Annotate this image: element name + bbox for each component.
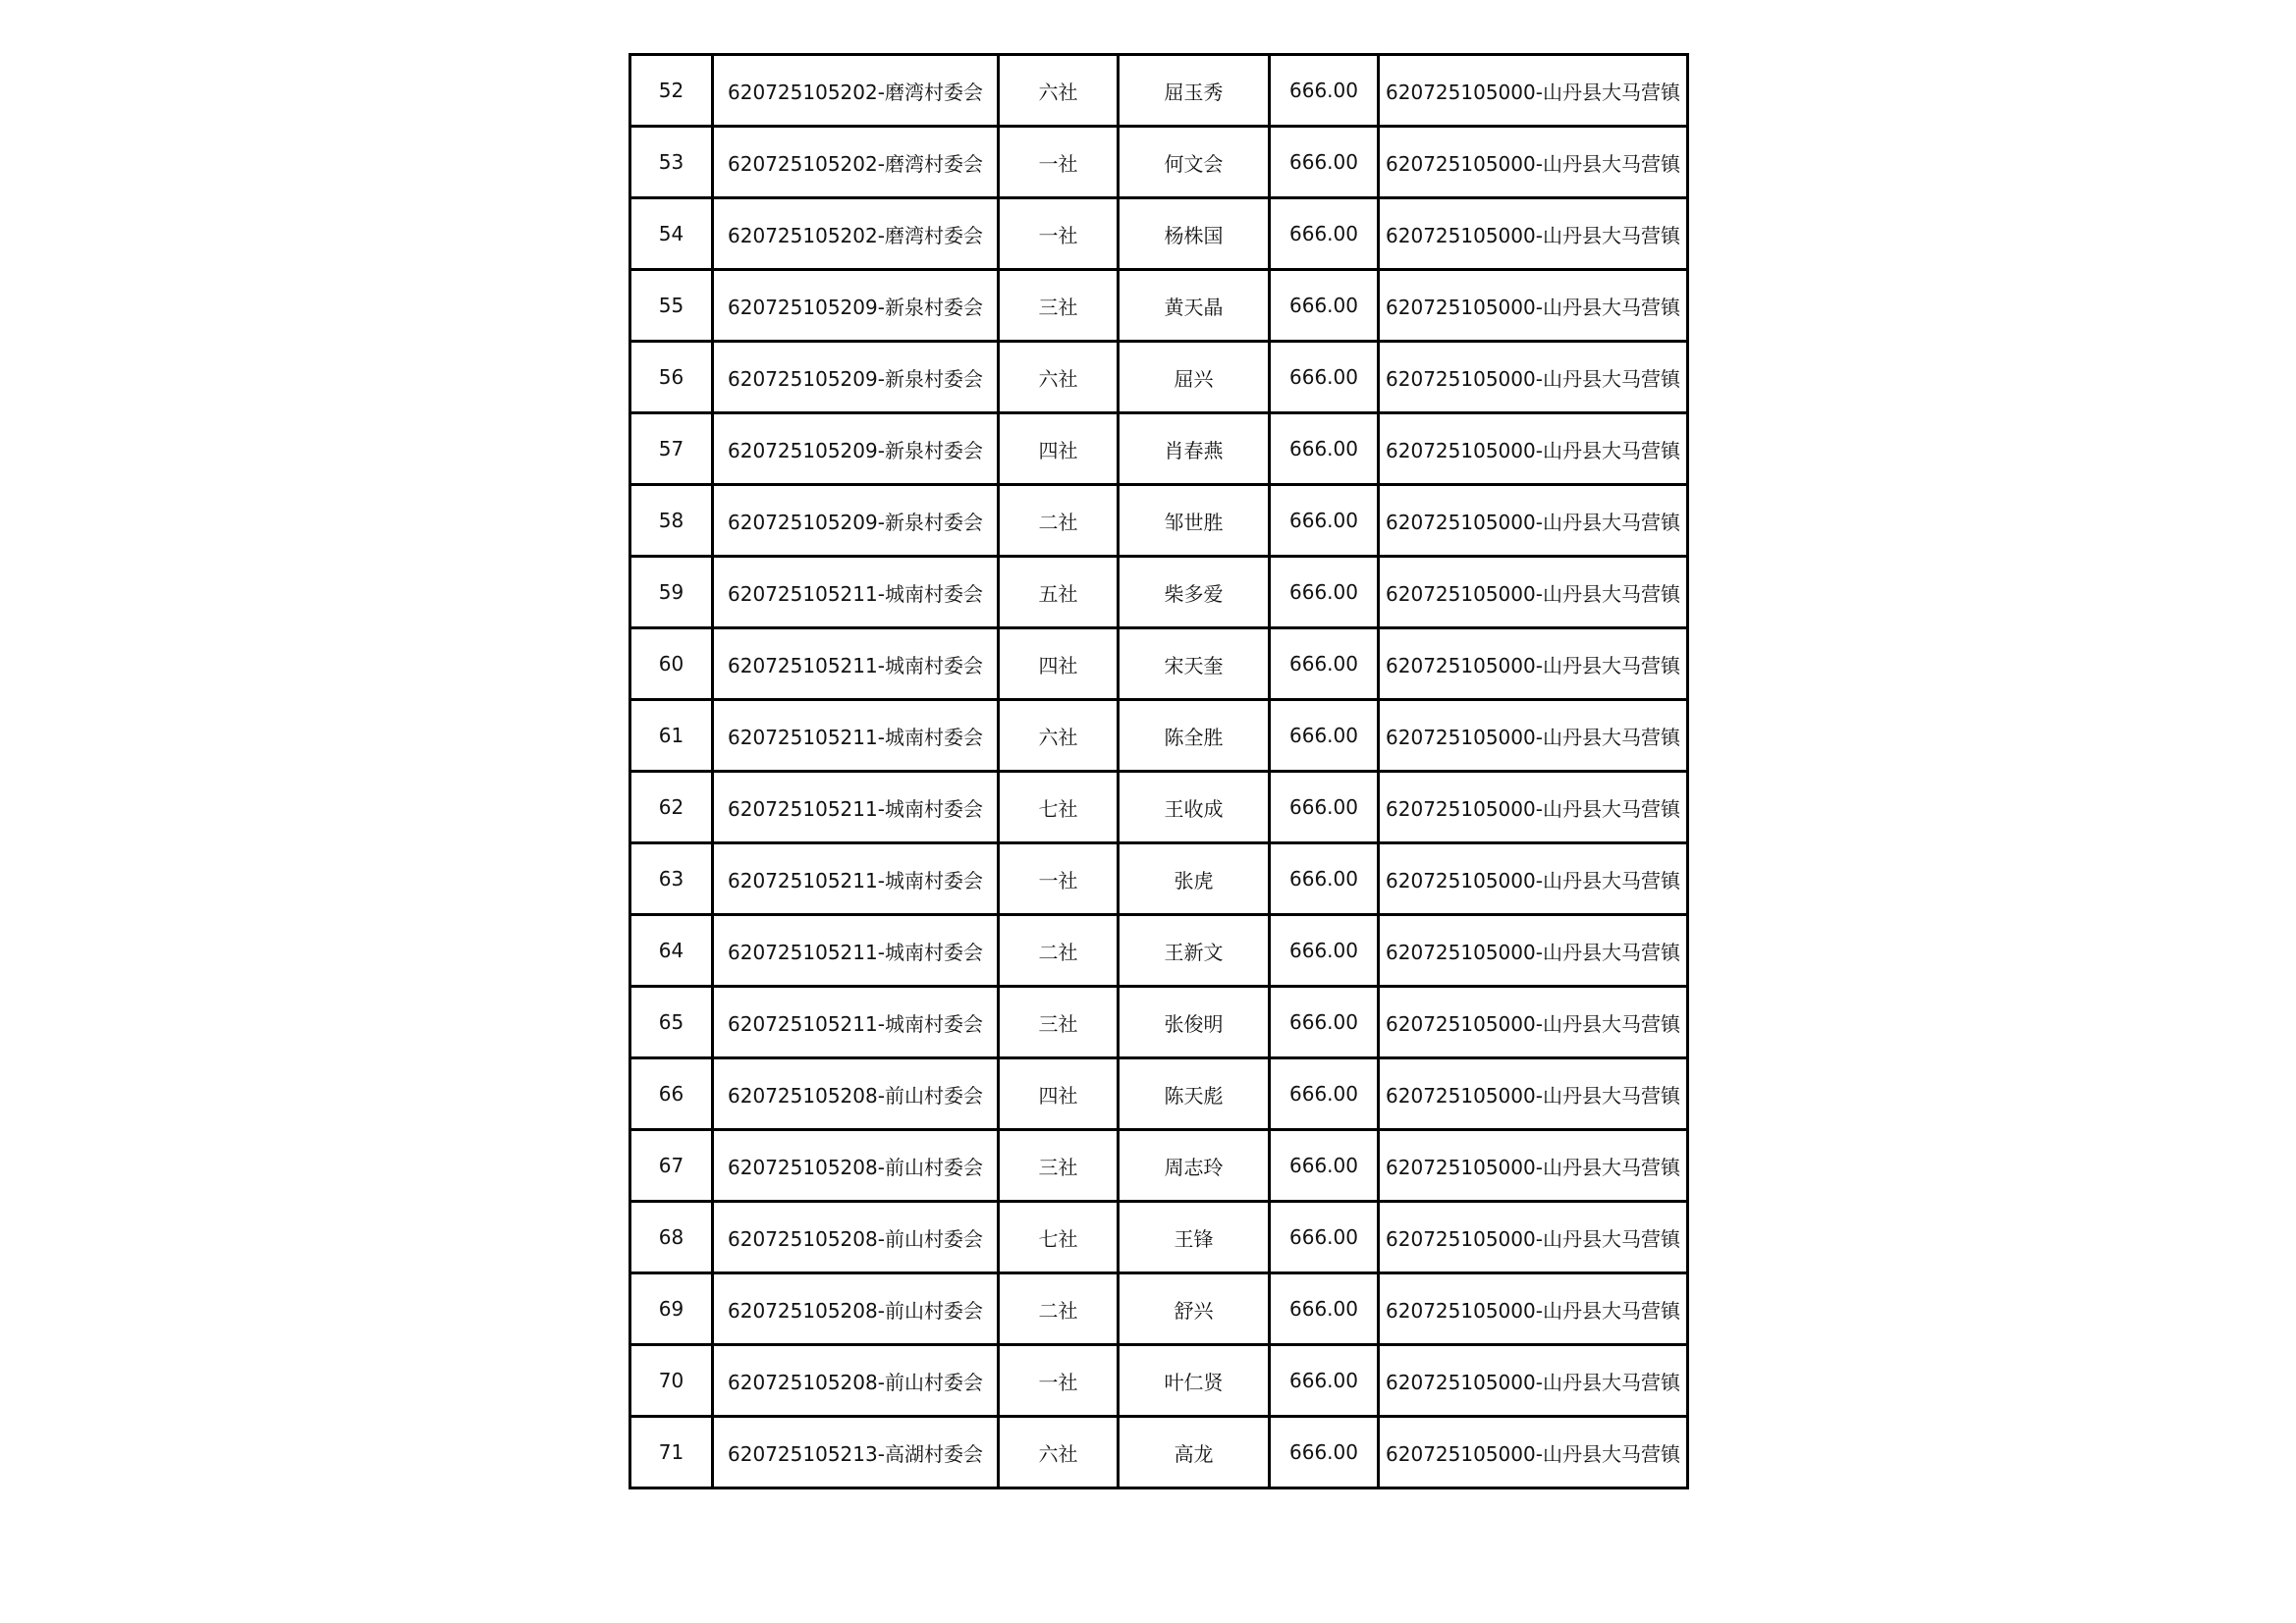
row-number-cell: 54: [630, 198, 713, 270]
row-number-cell: 58: [630, 485, 713, 557]
person-name-cell: 高龙: [1119, 1417, 1270, 1488]
table-row: [630, 270, 1688, 342]
row-number-cell: 70: [630, 1345, 713, 1417]
row-number-cell: 65: [630, 987, 713, 1058]
group-cell: 五社: [999, 557, 1119, 628]
town-cell: 620725105000-山丹县大马营镇: [1379, 1417, 1688, 1488]
table-row: [630, 342, 1688, 413]
group-cell: 七社: [999, 772, 1119, 843]
table-row: [630, 1345, 1688, 1417]
group-cell: 六社: [999, 700, 1119, 772]
amount-cell: 666.00: [1270, 915, 1379, 987]
village-committee-cell: 620725105208-前山村委会: [713, 1058, 999, 1130]
village-committee-cell: 620725105213-高湖村委会: [713, 1417, 999, 1488]
row-number-cell: 64: [630, 915, 713, 987]
village-committee-cell: 620725105208-前山村委会: [713, 1202, 999, 1273]
group-cell: 四社: [999, 628, 1119, 700]
group-cell: 六社: [999, 342, 1119, 413]
row-number-cell: 63: [630, 843, 713, 915]
row-number-cell: 60: [630, 628, 713, 700]
village-committee-cell: 620725105202-磨湾村委会: [713, 198, 999, 270]
town-cell: 620725105000-山丹县大马营镇: [1379, 843, 1688, 915]
table-row: [630, 772, 1688, 843]
town-cell: 620725105000-山丹县大马营镇: [1379, 628, 1688, 700]
group-cell: 二社: [999, 1273, 1119, 1345]
row-number-cell: 59: [630, 557, 713, 628]
roster-table: [629, 53, 1689, 1489]
amount-cell: 666.00: [1270, 1130, 1379, 1202]
village-committee-cell: 620725105211-城南村委会: [713, 987, 999, 1058]
amount-cell: 666.00: [1270, 1058, 1379, 1130]
table-row: [630, 915, 1688, 987]
village-committee-cell: 620725105209-新泉村委会: [713, 270, 999, 342]
town-cell: 620725105000-山丹县大马营镇: [1379, 1130, 1688, 1202]
person-name-cell: 屈玉秀: [1119, 55, 1270, 127]
person-name-cell: 何文会: [1119, 127, 1270, 198]
village-committee-cell: 620725105211-城南村委会: [713, 843, 999, 915]
group-cell: 二社: [999, 915, 1119, 987]
amount-cell: 666.00: [1270, 1202, 1379, 1273]
town-cell: 620725105000-山丹县大马营镇: [1379, 1202, 1688, 1273]
amount-cell: 666.00: [1270, 628, 1379, 700]
table-row: [630, 1273, 1688, 1345]
amount-cell: 666.00: [1270, 843, 1379, 915]
town-cell: 620725105000-山丹县大马营镇: [1379, 270, 1688, 342]
row-number-cell: 67: [630, 1130, 713, 1202]
village-committee-cell: 620725105211-城南村委会: [713, 628, 999, 700]
group-cell: 四社: [999, 1058, 1119, 1130]
table-row: [630, 485, 1688, 557]
town-cell: 620725105000-山丹县大马营镇: [1379, 55, 1688, 127]
village-committee-cell: 620725105211-城南村委会: [713, 557, 999, 628]
person-name-cell: 周志玲: [1119, 1130, 1270, 1202]
town-cell: 620725105000-山丹县大马营镇: [1379, 485, 1688, 557]
amount-cell: 666.00: [1270, 485, 1379, 557]
town-cell: 620725105000-山丹县大马营镇: [1379, 127, 1688, 198]
amount-cell: 666.00: [1270, 127, 1379, 198]
group-cell: 六社: [999, 55, 1119, 127]
amount-cell: 666.00: [1270, 1273, 1379, 1345]
table-row: [630, 127, 1688, 198]
town-cell: 620725105000-山丹县大马营镇: [1379, 342, 1688, 413]
group-cell: 一社: [999, 198, 1119, 270]
person-name-cell: 肖春燕: [1119, 413, 1270, 485]
amount-cell: 666.00: [1270, 270, 1379, 342]
roster-table-body: [630, 55, 1688, 1488]
table-row: [630, 1417, 1688, 1488]
amount-cell: 666.00: [1270, 342, 1379, 413]
person-name-cell: 王锋: [1119, 1202, 1270, 1273]
village-committee-cell: 620725105209-新泉村委会: [713, 413, 999, 485]
table-row: [630, 628, 1688, 700]
town-cell: 620725105000-山丹县大马营镇: [1379, 1273, 1688, 1345]
village-committee-cell: 620725105209-新泉村委会: [713, 342, 999, 413]
town-cell: 620725105000-山丹县大马营镇: [1379, 915, 1688, 987]
group-cell: 三社: [999, 987, 1119, 1058]
amount-cell: 666.00: [1270, 700, 1379, 772]
amount-cell: 666.00: [1270, 413, 1379, 485]
table-row: [630, 55, 1688, 127]
group-cell: 三社: [999, 1130, 1119, 1202]
amount-cell: 666.00: [1270, 1417, 1379, 1488]
row-number-cell: 52: [630, 55, 713, 127]
town-cell: 620725105000-山丹县大马营镇: [1379, 557, 1688, 628]
row-number-cell: 53: [630, 127, 713, 198]
village-committee-cell: 620725105211-城南村委会: [713, 772, 999, 843]
person-name-cell: 陈全胜: [1119, 700, 1270, 772]
amount-cell: 666.00: [1270, 557, 1379, 628]
group-cell: 三社: [999, 270, 1119, 342]
row-number-cell: 55: [630, 270, 713, 342]
row-number-cell: 68: [630, 1202, 713, 1273]
amount-cell: 666.00: [1270, 1345, 1379, 1417]
village-committee-cell: 620725105202-磨湾村委会: [713, 127, 999, 198]
row-number-cell: 66: [630, 1058, 713, 1130]
group-cell: 六社: [999, 1417, 1119, 1488]
person-name-cell: 陈天彪: [1119, 1058, 1270, 1130]
group-cell: 七社: [999, 1202, 1119, 1273]
table-row: [630, 557, 1688, 628]
person-name-cell: 邹世胜: [1119, 485, 1270, 557]
person-name-cell: 张虎: [1119, 843, 1270, 915]
town-cell: 620725105000-山丹县大马营镇: [1379, 198, 1688, 270]
row-number-cell: 57: [630, 413, 713, 485]
table-row: [630, 843, 1688, 915]
town-cell: 620725105000-山丹县大马营镇: [1379, 1058, 1688, 1130]
table-row: [630, 1202, 1688, 1273]
person-name-cell: 王收成: [1119, 772, 1270, 843]
table-row: [630, 987, 1688, 1058]
village-committee-cell: 620725105208-前山村委会: [713, 1345, 999, 1417]
town-cell: 620725105000-山丹县大马营镇: [1379, 987, 1688, 1058]
town-cell: 620725105000-山丹县大马营镇: [1379, 700, 1688, 772]
person-name-cell: 屈兴: [1119, 342, 1270, 413]
table-row: [630, 700, 1688, 772]
town-cell: 620725105000-山丹县大马营镇: [1379, 413, 1688, 485]
amount-cell: 666.00: [1270, 772, 1379, 843]
table-row: [630, 1058, 1688, 1130]
village-committee-cell: 620725105211-城南村委会: [713, 700, 999, 772]
village-committee-cell: 620725105208-前山村委会: [713, 1130, 999, 1202]
row-number-cell: 62: [630, 772, 713, 843]
village-committee-cell: 620725105211-城南村委会: [713, 915, 999, 987]
person-name-cell: 舒兴: [1119, 1273, 1270, 1345]
row-number-cell: 61: [630, 700, 713, 772]
amount-cell: 666.00: [1270, 55, 1379, 127]
town-cell: 620725105000-山丹县大马营镇: [1379, 1345, 1688, 1417]
amount-cell: 666.00: [1270, 198, 1379, 270]
row-number-cell: 69: [630, 1273, 713, 1345]
person-name-cell: 王新文: [1119, 915, 1270, 987]
person-name-cell: 宋天奎: [1119, 628, 1270, 700]
village-committee-cell: 620725105202-磨湾村委会: [713, 55, 999, 127]
row-number-cell: 71: [630, 1417, 713, 1488]
village-committee-cell: 620725105208-前山村委会: [713, 1273, 999, 1345]
person-name-cell: 黄天晶: [1119, 270, 1270, 342]
person-name-cell: 叶仁贤: [1119, 1345, 1270, 1417]
group-cell: 一社: [999, 1345, 1119, 1417]
group-cell: 二社: [999, 485, 1119, 557]
group-cell: 一社: [999, 843, 1119, 915]
town-cell: 620725105000-山丹县大马营镇: [1379, 772, 1688, 843]
person-name-cell: 柴多爱: [1119, 557, 1270, 628]
group-cell: 四社: [999, 413, 1119, 485]
table-row: [630, 198, 1688, 270]
person-name-cell: 杨株国: [1119, 198, 1270, 270]
amount-cell: 666.00: [1270, 987, 1379, 1058]
person-name-cell: 张俊明: [1119, 987, 1270, 1058]
table-row: [630, 413, 1688, 485]
row-number-cell: 56: [630, 342, 713, 413]
village-committee-cell: 620725105209-新泉村委会: [713, 485, 999, 557]
group-cell: 一社: [999, 127, 1119, 198]
table-row: [630, 1130, 1688, 1202]
